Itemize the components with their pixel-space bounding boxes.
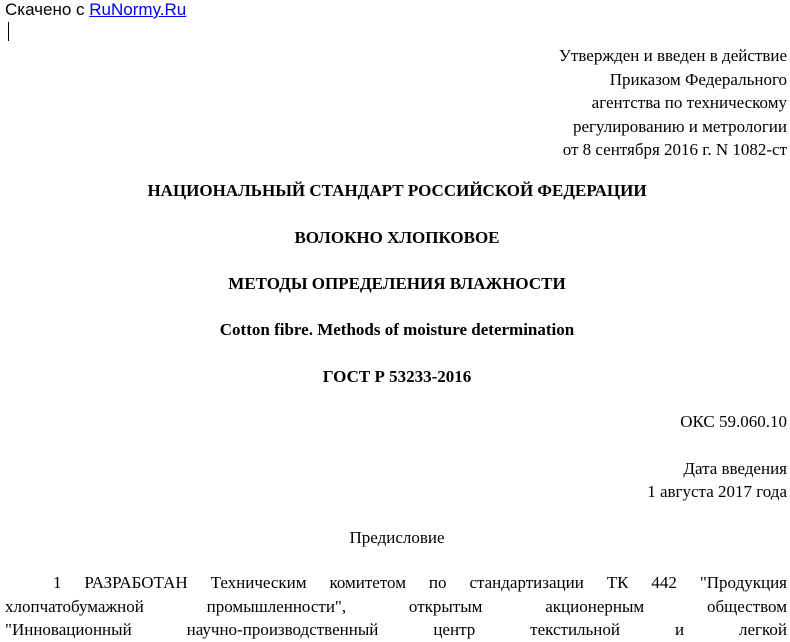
introduction-date-label: Дата введения (683, 459, 787, 478)
introduction-date: 1 августа 2017 года (647, 482, 787, 501)
paragraph-line: хлопчатобумажной промышленности", открытым акционерным обществом (5, 596, 787, 616)
approval-line: агентства по техническому (591, 93, 787, 112)
approval-line: Утвержден и введен в действие (558, 46, 787, 65)
preface-title: Предисловие (349, 528, 445, 547)
oks-code: ОКС 59.060.10 (680, 412, 787, 431)
text-cursor (8, 22, 9, 41)
methods-heading: МЕТОДЫ ОПРЕДЕЛЕНИЯ ВЛАЖНОСТИ (228, 274, 566, 293)
paragraph-line: 1 РАЗРАБОТАН Техническим комитетом по стандартизации ТК 442 "Продукция (53, 573, 787, 592)
source-banner-prefix: Скачено с (5, 0, 85, 19)
national-standard-heading: НАЦИОНАЛЬНЫЙ СТАНДАРТ РОССИЙСКОЙ ФЕДЕРАЦИИ (147, 181, 647, 200)
source-banner (5, 0, 186, 20)
gost-number: ГОСТ Р 53233-2016 (322, 367, 472, 386)
approval-line: от 8 сентября 2016 г. N 1082-ст (562, 140, 787, 159)
english-title: Cotton fibre. Methods of moisture determination (219, 320, 575, 339)
approval-line: Приказом Федерального (609, 69, 787, 89)
approval-block (559, 44, 787, 162)
source-link[interactable]: RuNormy.Ru (89, 0, 187, 19)
approval-line: регулированию и метрологии (572, 116, 787, 136)
subject-heading: ВОЛОКНО ХЛОПКОВОЕ (294, 228, 500, 247)
preface-paragraph (5, 571, 787, 642)
paragraph-line: "Инновационный научно-производственный центр текстильной и легкой (5, 620, 787, 639)
